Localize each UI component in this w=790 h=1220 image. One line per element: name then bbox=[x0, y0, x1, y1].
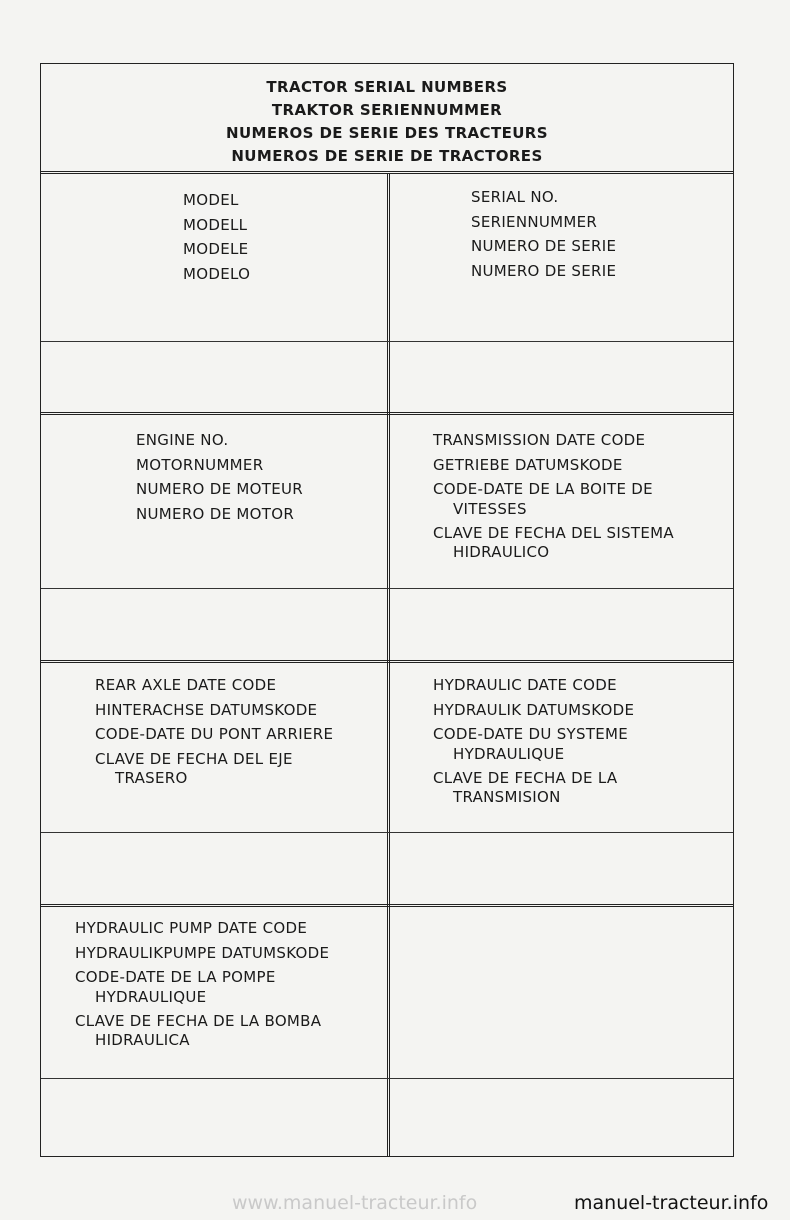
hydraulic-pump-label: HYDRAULIC PUMP DATE CODE HYDRAULIKPUMPE DATUMSKODE CODE-DATE DE LA POMPE HYDRAULIQUE CLAVE DE FECHA DE LA BOMBA HIDRAULICA bbox=[75, 919, 330, 1049]
row-divider bbox=[41, 412, 733, 415]
form-title bbox=[41, 64, 733, 174]
model-label: MODEL MODELL MODELE MODELO bbox=[183, 191, 251, 283]
row-divider bbox=[41, 1078, 733, 1079]
row-divider bbox=[41, 341, 733, 342]
title-english: TRACTOR SERIAL NUMBERS bbox=[266, 78, 508, 96]
hydraulic-label: HYDRAULIC DATE CODE HYDRAULIK DATUMSKODE CODE-DATE DU SYSTEME HYDRAULIQUE CLAVE DE FECHA DE LA TRANSMISION bbox=[433, 676, 635, 806]
row-divider bbox=[41, 904, 733, 907]
rear-axle-label: REAR AXLE DATE CODE HINTERACHSE DATUMSKODE CODE-DATE DU PONT ARRIERE CLAVE DE FECHA DEL EJE TRASERO bbox=[95, 676, 334, 787]
engine-label: ENGINE NO. MOTORNUMMER NUMERO DE MOTEUR NUMERO DE MOTOR bbox=[136, 431, 304, 523]
serial-label: SERIAL NO. SERIENNUMMER NUMERO DE SERIE NUMERO DE SERIE bbox=[471, 188, 617, 280]
serial-number-form bbox=[40, 63, 734, 1157]
title-french: NUMEROS DE SERIE DES TRACTEURS bbox=[226, 124, 548, 142]
row-divider bbox=[41, 660, 733, 663]
column-divider bbox=[387, 174, 390, 1156]
site-name: manuel-tracteur.info bbox=[574, 1192, 769, 1214]
title-german: TRAKTOR SERIENNUMMER bbox=[271, 101, 503, 119]
transmission-label: TRANSMISSION DATE CODE GETRIEBE DATUMSKODE CODE-DATE DE LA BOITE DE VITESSES CLAVE DE FECHA DEL SISTEMA HIDRAULICO bbox=[433, 431, 674, 561]
row-divider bbox=[41, 832, 733, 833]
title-spanish: NUMEROS DE SERIE DE TRACTORES bbox=[231, 147, 543, 165]
row-divider bbox=[41, 588, 733, 589]
watermark-url: www.manuel-tracteur.info bbox=[232, 1192, 478, 1214]
